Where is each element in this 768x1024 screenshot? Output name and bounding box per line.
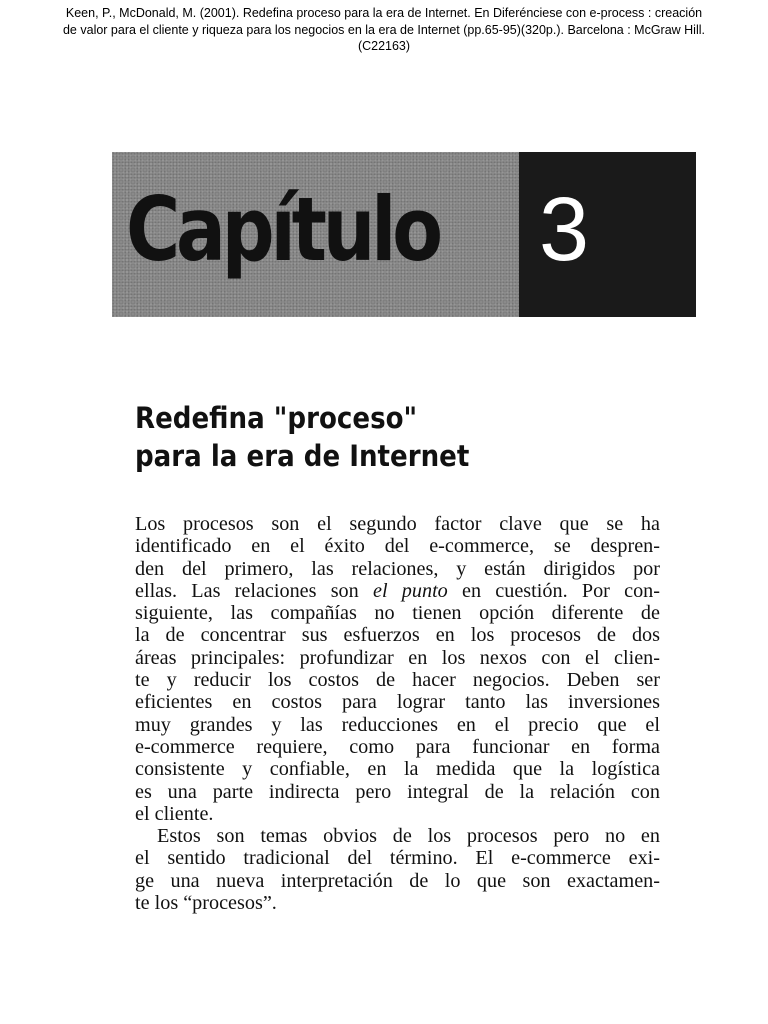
text-line: eficientes en costos para lograr tanto las inversiones	[135, 691, 660, 714]
chapter-word-box	[112, 152, 519, 317]
citation-header	[0, 5, 768, 55]
text-segment: en cuestión. Por con-	[447, 579, 660, 602]
chapter-number-box	[519, 152, 696, 317]
text-line: den del primero, las relaciones, y están dirigidos por	[135, 557, 660, 580]
text-line: el sentido tradicional del término. El e-commerce exi-	[135, 847, 660, 870]
text-line: el cliente.	[135, 802, 214, 825]
emphasis-text: el punto	[372, 579, 448, 602]
text-line: áreas principales: profundizar en los nexos con el clien-	[135, 646, 660, 669]
text-line	[135, 580, 660, 602]
chapter-title-line: para la era de Internet	[135, 439, 470, 473]
text-line: Los procesos son el segundo factor clave que se ha	[135, 513, 660, 535]
text-line: muy grandes y las reducciones en el precio que el	[135, 713, 660, 736]
body-text	[135, 513, 660, 914]
text-line: te los “procesos”.	[135, 892, 277, 915]
paragraph-1	[135, 513, 660, 825]
text-line: te y reducir los costos de hacer negocios. Deben ser	[135, 669, 660, 692]
text-line: la de concentrar sus esfuerzos en los procesos de dos	[135, 624, 660, 647]
citation-line: Keen, P., McDonald, M. (2001). Redefina proceso para la era de Internet. En Diferénciese con e-process : creación	[65, 6, 703, 20]
chapter-banner	[112, 152, 696, 317]
chapter-word: Capítulo	[126, 178, 439, 281]
text-line: siguiente, las compañías no tienen opción diferente de	[135, 602, 660, 625]
chapter-title-line: Redefina "proceso"	[135, 401, 418, 435]
paragraph-2	[135, 825, 660, 914]
text-line: consistente y confiable, en la medida que la logística	[135, 758, 660, 781]
text-line: identificado en el éxito del e-commerce, se despren-	[135, 535, 660, 558]
text-line: Estos son temas obvios de los procesos pero no en	[157, 825, 660, 848]
chapter-number: 3	[539, 180, 590, 280]
citation-line: de valor para el cliente y riqueza para los negocios en la era de Internet (pp.65-95)(320p.). Barcelona : McGraw Hill.	[62, 22, 705, 37]
text-line: e-commerce requiere, como para funcionar en forma	[135, 735, 660, 758]
citation-line: (C22163)	[357, 39, 411, 53]
text-line: es una parte indirecta pero integral de la relación con	[135, 780, 660, 803]
text-segment: ellas. Las relaciones son	[135, 579, 373, 602]
chapter-title	[135, 399, 469, 475]
text-line: ge una nueva interpretación de lo que son exactamen-	[135, 869, 660, 892]
